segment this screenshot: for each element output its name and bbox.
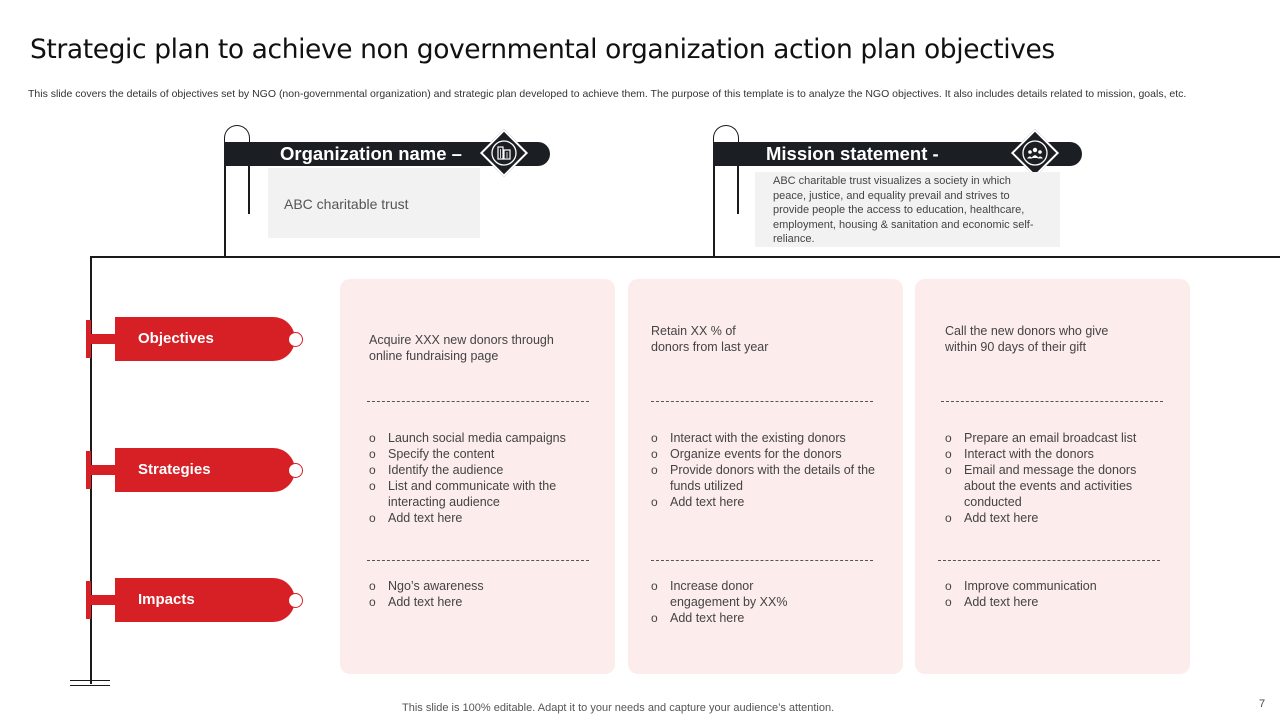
tag-stem [88, 595, 118, 605]
list-item: o Add text here [651, 494, 876, 510]
list-item: o Add text here [369, 594, 594, 610]
impact-list [945, 578, 1155, 610]
list-item: o Specify the content [369, 446, 594, 462]
page-number: 7 [1259, 698, 1266, 710]
list-item: o List and communicate with the interacting audience [369, 478, 594, 510]
list-item: o Improve communication [945, 578, 1155, 594]
objective-text: Call the new donors who give within 90 days of their gift [945, 324, 1109, 354]
divider [941, 401, 1163, 402]
mission-label: Mission statement - [766, 143, 939, 164]
divider [367, 401, 589, 402]
tag-strategies [115, 448, 295, 492]
banner-pole-inner [737, 160, 739, 214]
strategy-list [651, 430, 876, 510]
tag-knob [288, 463, 303, 478]
list-item: o Add text here [945, 594, 1155, 610]
tag-objectives [115, 317, 295, 361]
tag-knob [288, 332, 303, 347]
strategy-list [945, 430, 1155, 526]
organization-label: Organization name – [280, 143, 462, 164]
divider [651, 560, 873, 561]
impact-list [369, 578, 594, 610]
list-item: o Interact with the donors [945, 446, 1155, 462]
tag-impacts [115, 578, 295, 622]
organization-name: ABC charitable trust [284, 196, 409, 212]
impact-list [651, 578, 811, 626]
list-item: o Increase donor engagement by XX% [651, 578, 811, 610]
footer-note: This slide is 100% editable. Adapt it to your needs and capture your audience’s attention. [402, 702, 835, 714]
list-item: o Interact with the existing donors [651, 430, 876, 446]
tag-label: Strategies [138, 461, 211, 478]
list-item: o Add text here [945, 510, 1155, 526]
list-item: o Add text here [369, 510, 594, 526]
list-item: o Add text here [651, 610, 811, 626]
slide-description: This slide covers the details of objectives set by NGO (non-governmental organization) and strategic plan developed to achieve them. The purpose of this template is to analyze the NGO objectives. It also includes details related to mission, goals, etc. [28, 88, 1187, 100]
base-line [70, 685, 110, 686]
list-item: o Ngo’s awareness [369, 578, 594, 594]
mission-statement: ABC charitable trust visualizes a society in which peace, justice, and equality prevail and strives to provide people the access to education, healthcare, employment, housing & sanitation and economic self-reliance. [773, 175, 1034, 245]
people-group-icon [1021, 139, 1049, 167]
list-item: o Identify the audience [369, 462, 594, 478]
divider [651, 401, 873, 402]
list-item: o Organize events for the donors [651, 446, 876, 462]
divider [367, 560, 589, 561]
tag-knob [288, 593, 303, 608]
list-item: o Prepare an email broadcast list [945, 430, 1155, 446]
building-icon [490, 139, 518, 167]
list-item: o Provide donors with the details of the funds utilized [651, 462, 876, 494]
list-item: o Launch social media campaigns [369, 430, 594, 446]
page-title: Strategic plan to achieve non governmental organization action plan objectives [30, 34, 1055, 65]
divider [938, 560, 1160, 561]
tag-stem [88, 334, 118, 344]
tag-label: Objectives [138, 330, 214, 347]
list-item: o Email and message the donors about the events and activities conducted [945, 462, 1155, 510]
tag-stem [88, 465, 118, 475]
strategy-list [369, 430, 594, 526]
connector-line [90, 256, 1280, 258]
banner-pole-inner [248, 160, 250, 214]
objective-text: Acquire XXX new donors through online fundraising page [369, 333, 554, 363]
tag-label: Impacts [138, 591, 195, 608]
base-line [70, 680, 110, 681]
objective-text: Retain XX % of donors from last year [651, 324, 769, 354]
